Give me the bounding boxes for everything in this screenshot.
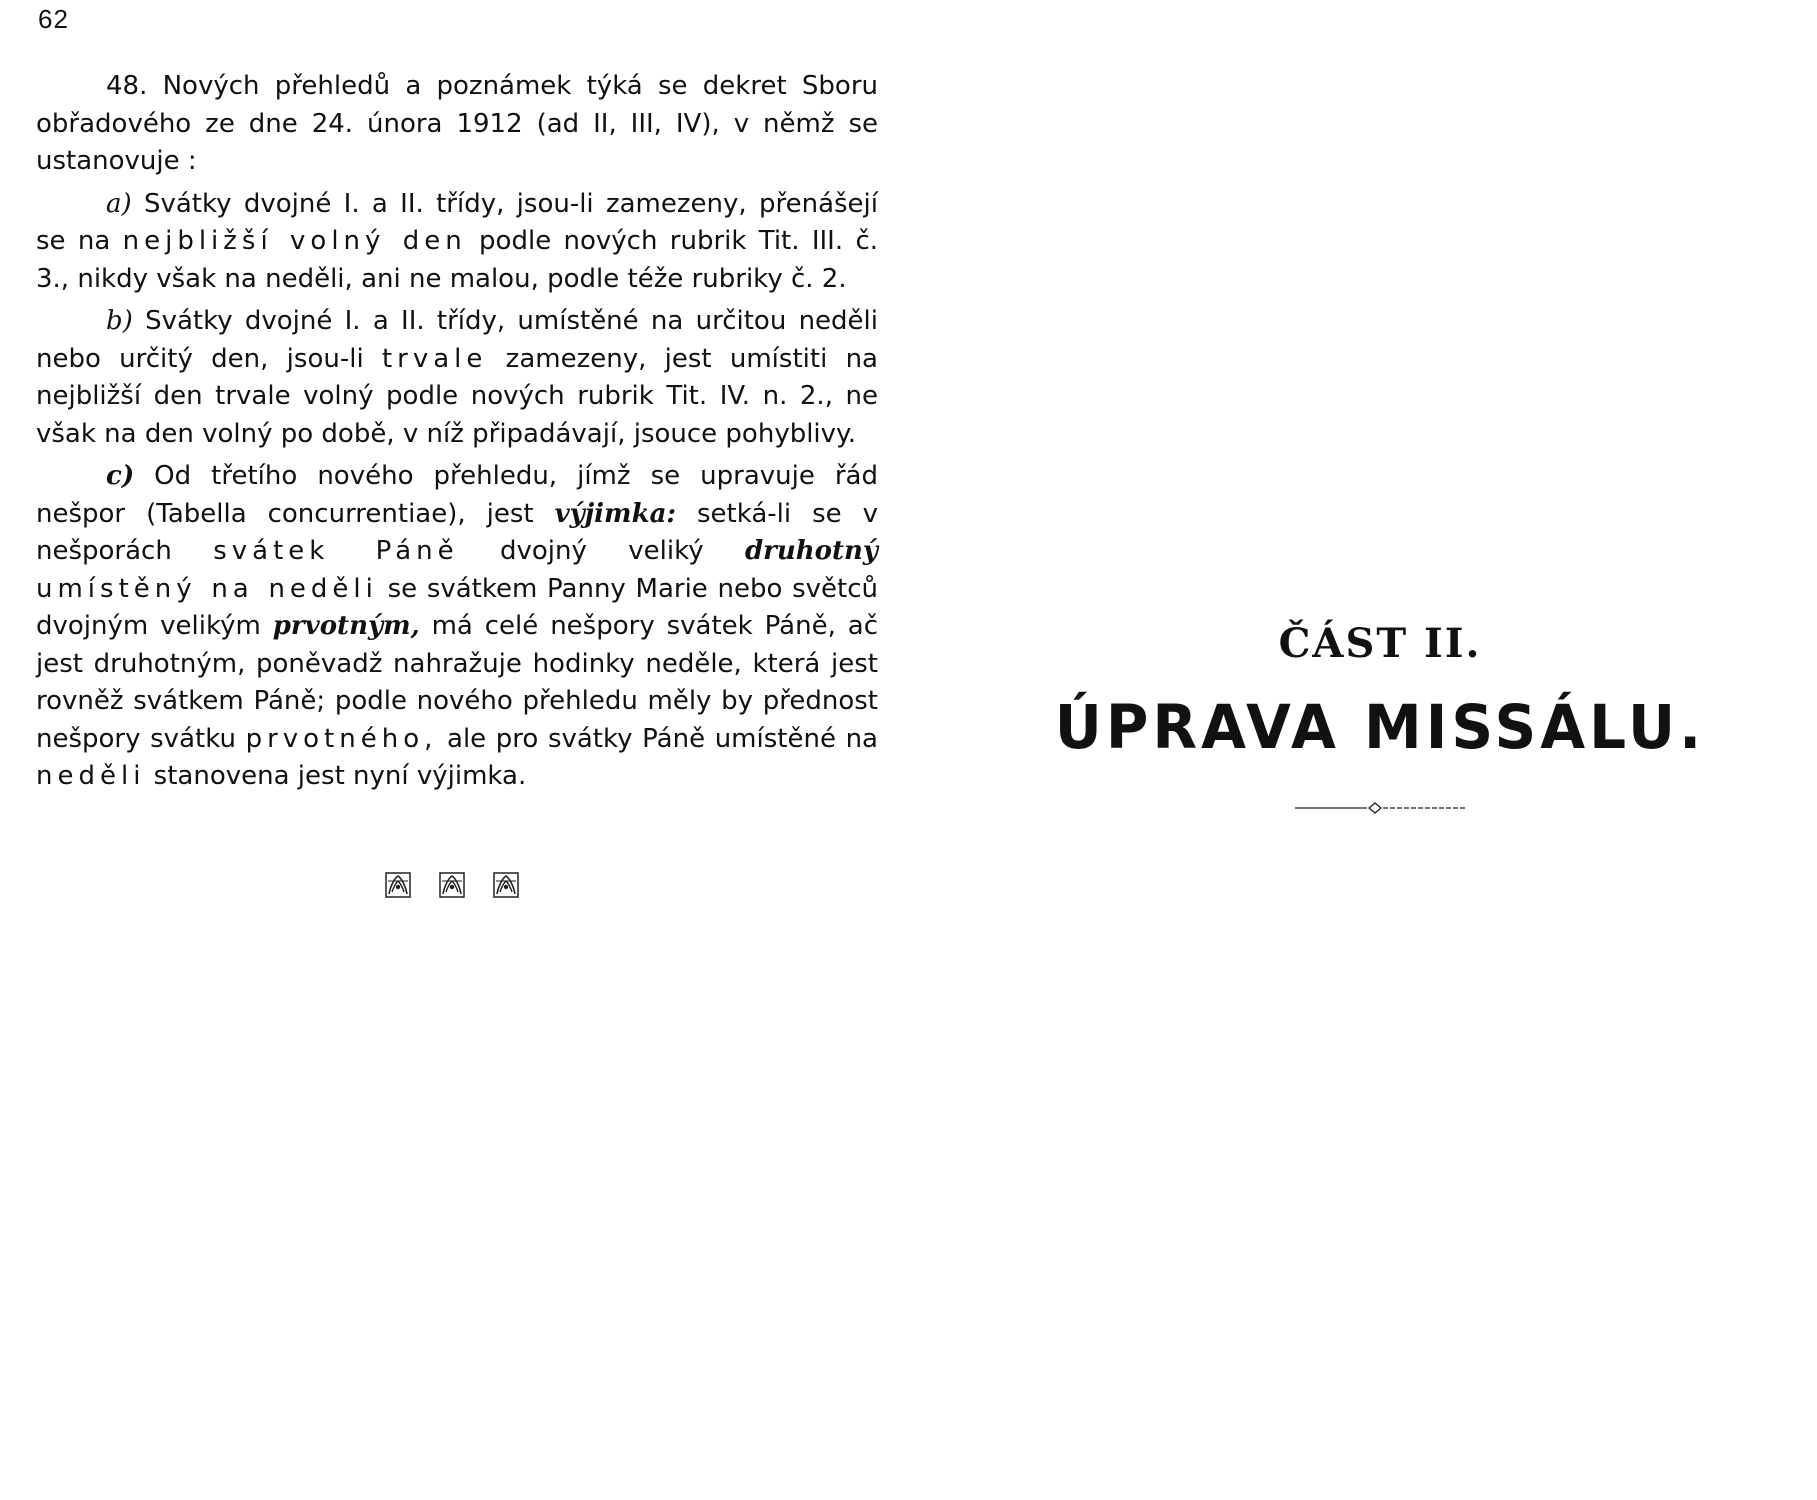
paragraph-c <box>36 458 878 796</box>
paragraph-c-spaced-1: svátek Páně <box>213 536 459 566</box>
page-number: 62 <box>38 4 69 34</box>
paragraph-c-emphasis-2: druhotný <box>744 536 879 566</box>
paragraph-b-text-1: Svátky dvojné I. a II. třídy, umístěné na určitou neděli nebo určitý den, jsou-li <box>36 306 878 374</box>
paragraph-48: 48. Nových přehledů a poznámek týká se dekret Sboru obřadového ze dne 24. února 1912 (ad II, III, IV), v němž se ustanovuje : <box>36 71 878 176</box>
text-column <box>36 68 878 801</box>
paragraph-a-text-2: podle nových rubrik Tit. III. č. 3., nikdy však na neděli, ani ne malou, podle téže rubriky č. 2. <box>36 226 879 294</box>
paragraph-c-spaced-3: prvotného, <box>245 723 438 754</box>
ornament-row <box>385 872 519 898</box>
paragraph-a-text-1: Svátky dvojné I. a II. třídy, jsou-li zamezeny, přenášejí se na <box>36 188 878 256</box>
floral-ornament-icon <box>493 872 519 898</box>
paragraph-c-text-6: má celé nešpory svátek Páně, ač jest druhotným, poněvadž nahražuje hodinky neděle, která jest rovněž svátkem Páně; podle nového přehledu měly by přednost nešpory svátku <box>36 611 878 754</box>
paragraph-c-text-8: stanovena jest nyní výjimka. <box>145 761 527 791</box>
main-title: ÚPRAVA MISSÁLU. <box>1054 691 1706 763</box>
paragraph-a-letter: a) <box>106 188 132 219</box>
part-title: ČÁST II. <box>1278 620 1482 667</box>
paragraph-c-spaced-2: umístěný na neděli <box>36 573 378 604</box>
paragraph-c-text-5: se svátkem Panny Marie nebo světců dvojným velikým <box>36 573 878 641</box>
paragraph-b-spaced-1: trvale <box>381 343 488 374</box>
paragraph-b-letter: b) <box>106 306 133 336</box>
paragraph-b <box>36 303 878 453</box>
paragraph-c-emphasis-1: výjimka: <box>554 498 677 529</box>
paragraph-a <box>36 186 878 299</box>
floral-ornament-icon <box>439 872 465 898</box>
paragraph-b-text-2: zamezeny, jest umístiti na nejbližší den trvale volný podle nových rubrik Tit. IV. n. 2., ne však na den volný po době, v níž připadávají, jsouce pohyblivy. <box>36 343 878 449</box>
paragraph-c-text-3: dvojný veliký <box>458 536 745 566</box>
paragraph-c-text-7: ale pro svátky Páně umístěné na <box>437 723 878 754</box>
part-heading-block <box>1050 620 1710 815</box>
paragraph-c-spaced-4: neděli <box>36 761 146 791</box>
floral-ornament-icon <box>385 872 411 898</box>
paragraph-a-spaced-1: nejbližší volný den <box>122 226 467 256</box>
paragraph-c-letter: c) <box>106 461 135 491</box>
divider-ornament-icon <box>1295 801 1465 815</box>
paragraph-c-emphasis-3: prvotným, <box>272 611 420 641</box>
paragraph-c-text-1: Od třetího nového přehledu, jímž se upravuje řád nešpor (Tabella concurrentiae), jest <box>36 461 878 529</box>
paragraph-c-text-2: setká-li se v nešporách <box>36 498 878 566</box>
